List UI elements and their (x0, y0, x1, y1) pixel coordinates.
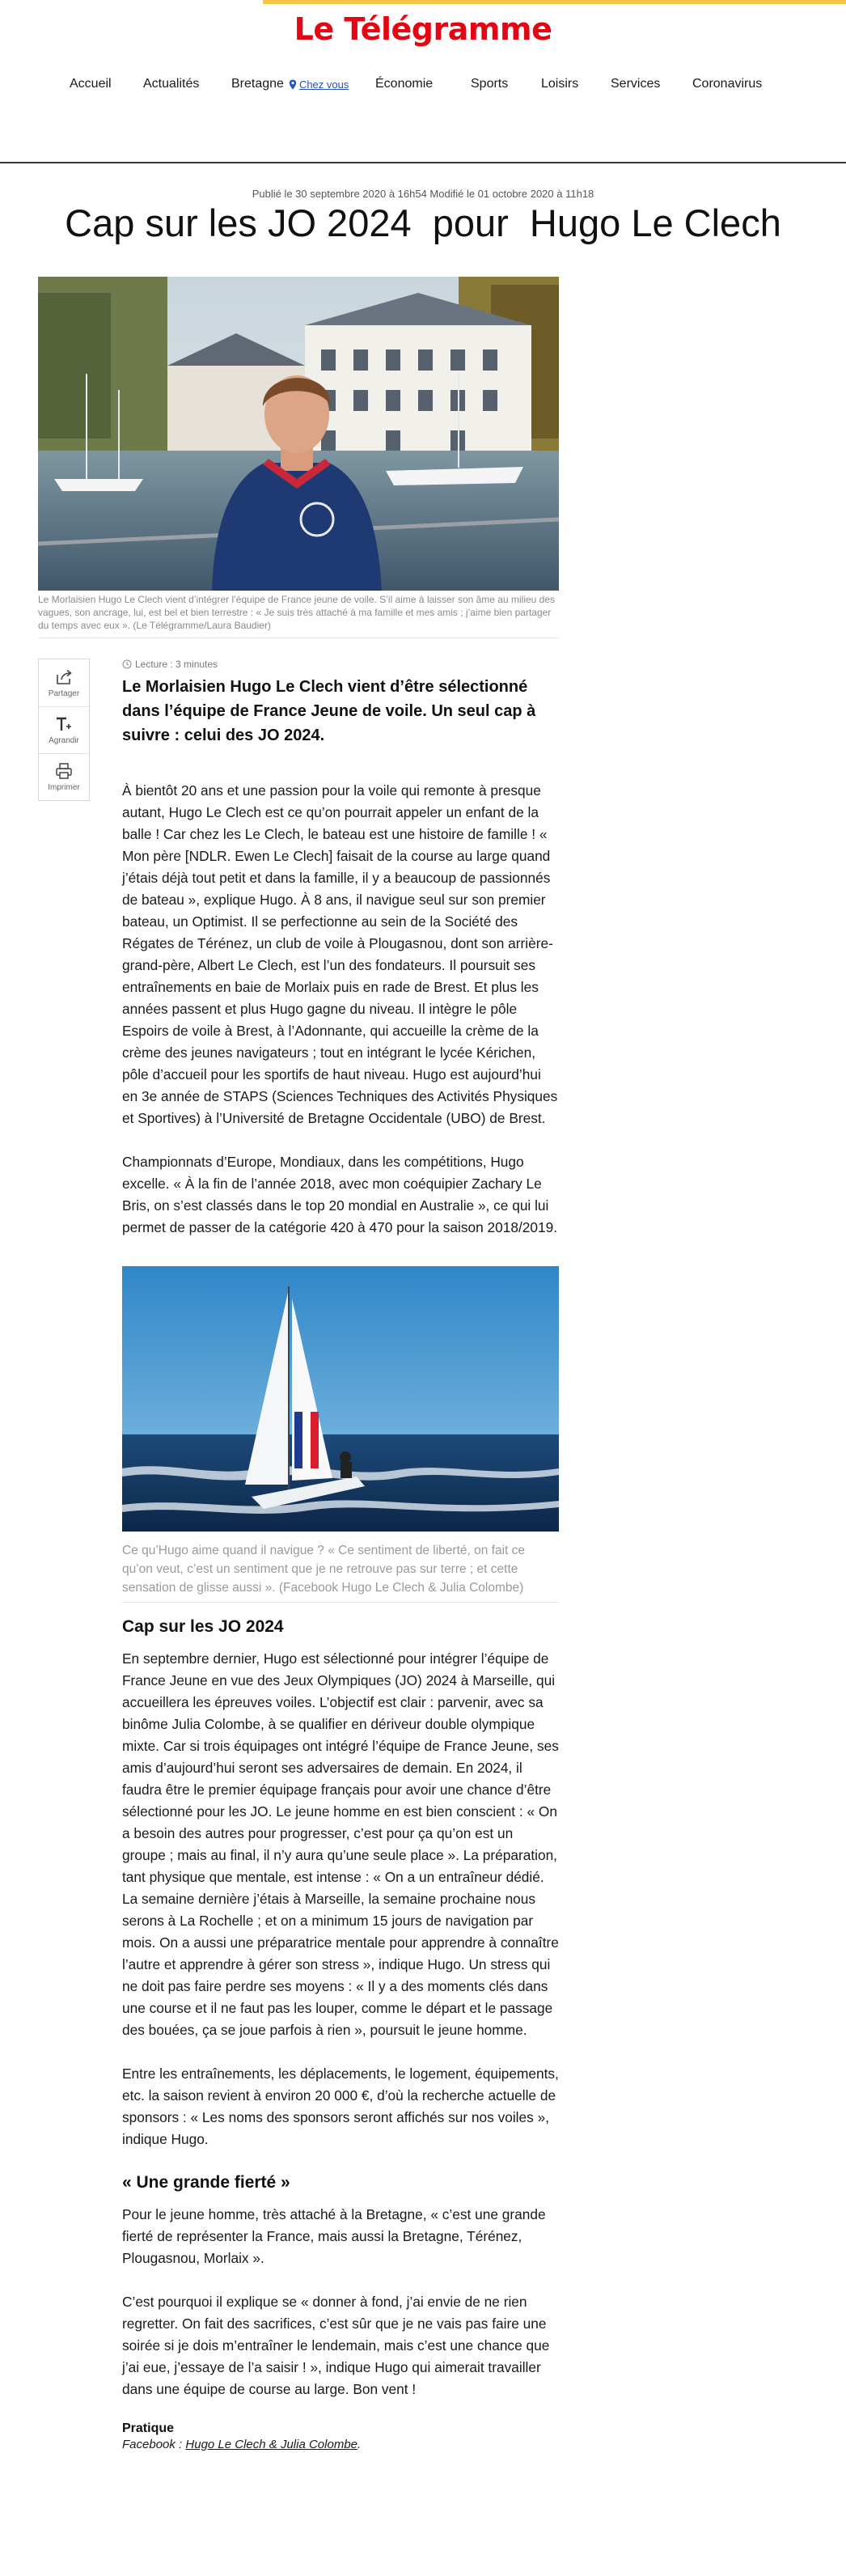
nav-item-loisirs[interactable]: Loisirs (541, 77, 579, 91)
share-button[interactable] (39, 659, 89, 706)
printer-icon (54, 762, 74, 780)
paragraph: Championnats d’Europe, Mondiaux, dans les compétitions, Hugo excelle. « À la fin de l’année 2018, avec mon coéquipier Zachary Le Bris, on s’est classés dans le top 20 mondial en Australie », ce qui lui permet de passer de la catégorie 420 à 470 pour la saison 2018/2019. (122, 1154, 558, 1235)
facebook-suffix: . (357, 2438, 362, 2451)
sailing-photo (122, 1266, 559, 1532)
reading-time (122, 659, 218, 670)
main-nav (70, 74, 762, 94)
paragraph: C’est pourquoi il explique se « donner à fond, j’ai envie de ne rien regretter. On fait des sacrifices, c’est sûr que je ne vais pas faire une soirée si je dois m’entraîner le lendemain, mais c’est une chance que j’ai eue, j’essaye de l’a saisir ! », indique Hugo qui aimerait travailler dans une équipe de course au large. Bon vent ! (122, 2294, 550, 2397)
nav-item-bretagne-label: Bretagne (231, 77, 284, 91)
share-toolbar (38, 659, 90, 801)
site-logo[interactable]: Le Télégramme (294, 11, 552, 47)
paragraph: En septembre dernier, Hugo est sélectionné pour intégrer l’équipe de France Jeune en vue des Jeux Olympiques (JO) 2024 à Marseille, qui accueillera les épreuves voiles. L’objectif est clair : parvenir, avec sa binôme Julia Colombe, à se qualifier en dériveur double olympique mixte. Car si trois équipages ont intégré l’équipe de France Jeune, ses amis d’aujourd’hui seront ses adversaires de demain. En 2024, il faudra être le premier équipage français pour avoir une chance d’être sélectionné pour les JO. Le jeune homme en est bien conscient : « On a besoin des autres pour progresser, c’est pour ça qu’on est un groupe ; mais au final, il n’y aura qu’une seule place ». La préparation, tant physique que mentale, est intense : « On a un entraîneur dédié. La semaine dernière j’étais à Marseille, la semaine prochaine nous serons à La Rochelle ; et on a minimum 15 jours de navigation par mois. On a aussi une préparatrice mentale pour apprendre à connaître l’autre et apprendre à gérer son stress », indique Hugo. Un stress qui ne doit pas faire perdre ses moyens : « Il y a des moments clés dans une course et il ne faut pas les louper, comme le départ et le passage des bouées, ça se joue parfois à rien », poursuit le jeune homme. (122, 1650, 559, 2038)
paragraph: À bientôt 20 ans et une passion pour la voile qui remonte à presque autant, Hugo Le Clech est ce qu’on pourrait appeler un enfant de la balle ! Car chez les Le Clech, le bateau est une histoire de famille ! « Mon père [NDLR. Ewen Le Clech] faisait de la course au large quand j’étais déjà tout petit et dans la famille, il y a beaucoup de passionnés de bateau », explique Hugo. À 8 ans, il navigue seul sur son premier bateau, un Optimist. Il se perfectionne au sein de la Société des Régates de Térénez, un club de voile à Plougasnou, dont son arrière-grand-père, Albert Le Clech, est l’un des fondateurs. Il poursuit ses entraînements en baie de Morlaix puis en rade de Brest. Et plus les années passent et plus Hugo gagne du niveau. Il intègre le pôle Espoirs de voile à Brest, à l’Adonnante, qui accueille la crème de la crème des jeunes navigateurs ; tout en intégrant le lycée Kérichen, pôle d’accueil pour les sportifs de haut niveau. Hugo est aujourd’hui en 3e année de STAPS (Sciences Techniques des Activités Physiques et Sportives) à l’Université de Bretagne Occidentale (UBO) de Brest. (122, 782, 558, 1126)
paragraph: Pour le jeune homme, très attaché à la Bretagne, « c’est une grande fierté de représenter la France, mais aussi la Bretagne, Térénez, Plougasnou, Morlaix ». (122, 2206, 546, 2266)
clock-icon (122, 659, 132, 669)
share-icon (54, 668, 74, 686)
nav-item-actualites[interactable]: Actualités (143, 77, 200, 91)
share-label: Partager (48, 688, 80, 698)
nav-item-services[interactable]: Services (611, 77, 661, 91)
facebook-link[interactable]: Hugo Le Clech & Julia Colombe (185, 2438, 358, 2451)
article-title: Cap sur les JO 2024 pour Hugo Le Clech (65, 201, 781, 244)
enlarge-text-button[interactable] (39, 706, 89, 753)
top-accent-bar (263, 0, 846, 4)
main-photo (38, 277, 559, 591)
caption-divider (122, 1602, 559, 1603)
section-heading: Cap sur les JO 2024 (122, 1617, 284, 1636)
article-lead: Le Morlaisien Hugo Le Clech vient d’être sélectionné dans l’équipe de France Jeune de voile. Un seul cap à suivre : celui des JO 2024. (122, 678, 536, 744)
article-body (122, 675, 559, 2451)
facebook-line (122, 2438, 559, 2451)
enlarge-label: Agrandir (49, 736, 79, 745)
nav-item-coronavirus[interactable]: Coronavirus (692, 77, 763, 91)
pratique-label: Pratique (122, 2421, 175, 2435)
text-size-icon (54, 715, 74, 733)
nav-item-bretagne[interactable] (231, 77, 375, 91)
header-divider (0, 162, 846, 163)
main-photo-caption: Le Morlaisien Hugo Le Clech vient d’intégrer l’équipe de France jeune de voile. S’il aime à laisser son âme au milieu des vagues, son ancrage, lui, est bel et bien terrestre : « Je suis très attaché à ma famille et mes amis ; j’aime bien partager du temps avec eux ». (Le Télégramme/Laura Baudier) (38, 594, 556, 631)
print-button[interactable] (39, 753, 89, 800)
nav-item-economie[interactable]: Économie (375, 77, 434, 91)
paragraph: Entre les entraînements, les déplacements, le logement, équipements, etc. la saison revient à environ 20 000 €, d’où la recherche actuelle de sponsors : « Les noms des sponsors seront affichés sur nos voiles », indique Hugo. (122, 2065, 559, 2147)
print-label: Imprimer (48, 783, 80, 792)
publication-date: Publié le 30 septembre 2020 à 16h54 Modifié le 01 octobre 2020 à 11h18 (252, 188, 594, 200)
facebook-prefix: Facebook : (122, 2438, 186, 2451)
section-heading: « Une grande fierté » (122, 2173, 290, 2192)
nav-item-sports[interactable]: Sports (471, 77, 509, 91)
chez-vous-link[interactable]: Chez vous (298, 78, 349, 91)
sailing-photo-caption: Ce qu’Hugo aime quand il navigue ? « Ce sentiment de liberté, on fait ce qu’on veut, c’est un sentiment que je ne retrouve pas sur terre ; et cette sensation de glisse aussi ». (Facebook Hugo Le Clech & Julia Colombe) (122, 1544, 526, 1595)
reading-time-text: Lecture : 3 minutes (135, 659, 218, 670)
map-pin-icon (289, 79, 297, 90)
nav-item-accueil[interactable]: Accueil (70, 77, 112, 91)
